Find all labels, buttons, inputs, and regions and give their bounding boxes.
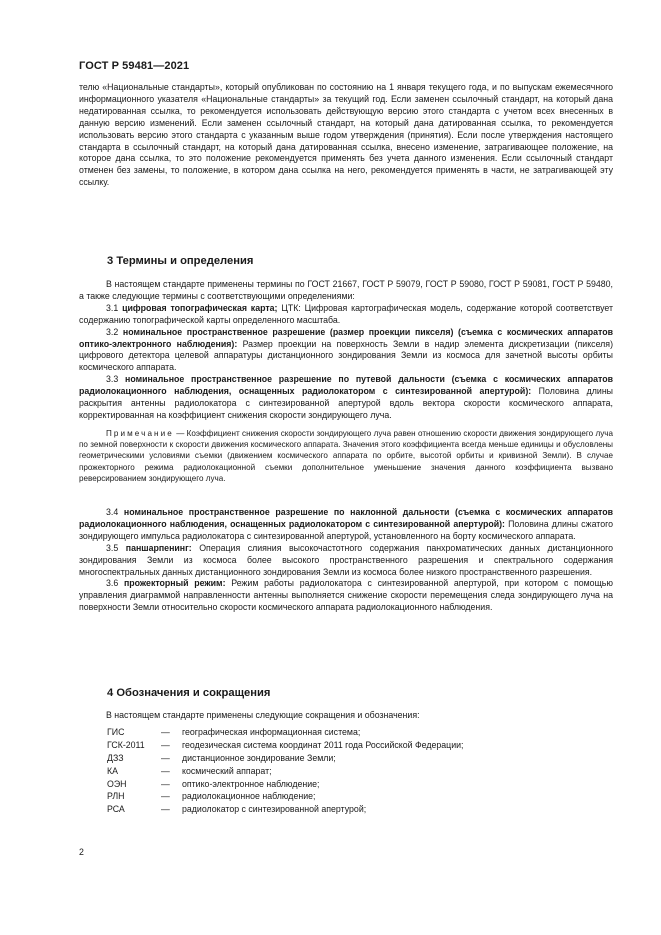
term-definition: Операция слияния высокочастотного содержания панхроматических данных дистанционного зондирования Земли из космоса более высокого пространственного разрешения и спектрального содержания многоспектральных данных дистанционного зондирования Земли из космоса более низкого пространственного разрешения.	[79, 542, 613, 577]
abbreviation-dash: —	[161, 739, 170, 750]
term-3-2	[79, 327, 613, 375]
abbreviation-text: радиолокационное наблюдение;	[182, 791, 316, 802]
term-name: номинальное пространственное разрешение по наклонной дальности (съемка с космических аппаратов радиолокационного наблюдения, оснащенных радиолокатором с синтезированной апертурой):	[79, 507, 614, 529]
term-number: 3.3	[106, 374, 119, 385]
section-3-body-continued	[79, 507, 613, 614]
abbreviation-row	[107, 726, 613, 739]
term-number: 3.5	[106, 542, 119, 553]
abbreviation-dash: —	[161, 727, 170, 737]
note-paragraph	[79, 428, 613, 484]
term-definition: Половина длины раскрытия антенны радиолокатора с синтезированной апертурой вдоль вектора скорости космического аппарата, корректированная на коэффициент снижения скорости зондирующего луча.	[79, 386, 614, 420]
document-code-header: ГОСТ Р 59481—2021	[79, 60, 190, 72]
term-number: 3.1	[106, 302, 119, 313]
abbreviation-code: КА	[107, 765, 118, 776]
note-block	[79, 428, 613, 484]
abbreviation-code: ГСК-2011	[107, 739, 145, 750]
section-4-lead: В настоящем стандарте применены следующие сокращения и обозначения:	[106, 710, 420, 720]
abbreviation-row	[107, 739, 613, 752]
section-4-heading: 4 Обозначения и сокращения	[107, 687, 271, 699]
term-definition: Размер проекции на поверхность Земли в надир элемента дискретизации (пикселя) цифрового детектора целевой аппаратуры дистанционного зондирования Земли из космоса для зачетной высоты орбиты космического аппарата.	[79, 338, 613, 373]
term-3-1	[79, 303, 613, 327]
term-definition: Режим работы радиолокатора с синтезированной апертурой, при котором с помощью управления диаграммой направленности антенны выполняется снижение скорости перемещения следа зондирующего луча на поверхности Земли относительно скорости космического аппарата радиолокационного наблюдения.	[79, 578, 613, 613]
section-3-lead: В настоящем стандарте применены термины по ГОСТ 21667, ГОСТ Р 59079, ГОСТ Р 59080, ГОСТ Р 59081, ГОСТ Р 59480, а также следующие термины с соответствующими определениями:	[79, 279, 613, 301]
abbreviation-row	[107, 790, 613, 803]
abbreviation-text: оптико-электронное наблюдение;	[182, 778, 320, 789]
term-name: паншарпенинг:	[125, 542, 192, 553]
abbreviation-code: ОЭН	[107, 778, 127, 789]
intro-section	[79, 82, 613, 189]
term-3-5	[79, 543, 613, 579]
term-name: номинальное пространственное разрешение (размер проекции пикселя) (съемка с космических аппаратов оптико-электронного наблюдения):	[79, 326, 613, 349]
abbreviation-row	[107, 752, 613, 765]
abbreviation-code: ДЗЗ	[107, 752, 124, 763]
section-3-heading: 3 Термины и определения	[107, 255, 254, 267]
abbreviation-dash: —	[161, 778, 170, 789]
term-number: 3.4	[106, 507, 119, 517]
abbreviation-dash: —	[161, 791, 170, 802]
abbreviation-code: РСА	[107, 804, 125, 815]
abbreviation-text: дистанционное зондирование Земли;	[182, 752, 336, 763]
abbreviation-row	[107, 765, 613, 778]
intro-paragraph: телю «Национальные стандарты», который опубликован по состоянию на 1 января текущего года, и по выпускам ежемесячного информационного указателя «Национальные стандарты» за текущий год. Если заменен ссылочный стандарт, на который дана недатированная ссылка, то рекомендуется использовать действующую версию этого стандарта с учетом всех внесенных в данную версию изменений. Если заменен ссылочный стандарт, на который дана датированная ссылка, то рекомендуется использовать версию этого стандарта с указанным выше годом утверждения (принятия). Если после утверждения настоящего стандарта в ссылочный стандарт, на который дана датированная ссылка, внесено изменение, затрагивающее положение, на которое дана ссылка, то это положение рекомендуется применять без учета данного изменения. Если ссылочный стандарт отменен без замены, то положение, в котором дана ссылка на него, рекомендуется применять в части, не затрагивающей эту ссылку.	[79, 82, 613, 188]
term-3-6	[79, 578, 613, 614]
section-4-lead-block	[79, 710, 613, 722]
section-3-body	[79, 279, 613, 422]
abbreviation-code: РЛН	[107, 791, 125, 802]
term-3-4	[79, 507, 613, 543]
term-definition: Половина длины сжатого зондирующего импульса радиолокатора с синтезированной апертурой, установленного на борту космического аппарата.	[79, 518, 613, 541]
note-text: — Коэффициент снижения скорости зондирующего луча равен отношению скорости движения зондирующего луча по земной поверхности к скорости движения космического аппарата. Значения этого коэффициента всегда меньше единицы и обусловлены геометрическими условиями съемки (движением космического аппарата по орбите, высотой орбиты и кривизной Земли). В случае прожекторного режима радиолокационной съемки дополнительное уменьшение значения данного коэффициента вызвано реверсированием зондирующего луча.	[79, 429, 613, 483]
abbreviation-text: космический аппарат;	[182, 765, 272, 776]
term-name: прожекторный режим:	[123, 578, 226, 589]
abbreviation-text: радиолокатор с синтезированной апертурой;	[182, 804, 367, 815]
page-number: 2	[79, 847, 84, 857]
note-label: Примечание	[106, 429, 174, 438]
abbreviation-code: ГИС	[107, 727, 125, 737]
term-definition: ЦТК: Цифровая картографическая модель, содержание которой соответствует содержанию топографической карты определенного масштаба.	[79, 302, 614, 325]
abbreviation-text: геодезическая система координат 2011 года Российской Федерации;	[182, 739, 464, 750]
term-3-3	[79, 374, 613, 422]
term-number: 3.6	[106, 578, 119, 589]
abbreviation-dash: —	[161, 804, 170, 815]
term-name: номинальное пространственное разрешение по путевой дальности (съемка с космических аппаратов радиолокационного наблюдения, оснащенных радиолокатором с синтезированной апертурой):	[79, 374, 613, 397]
term-number: 3.2	[106, 326, 119, 337]
abbreviation-row	[107, 803, 613, 816]
abbreviation-list	[107, 726, 613, 816]
term-name: цифровая топографическая карта;	[122, 302, 278, 313]
abbreviation-row	[107, 778, 613, 791]
abbreviation-text: географическая информационная система;	[182, 727, 361, 737]
abbreviation-dash: —	[161, 752, 170, 763]
abbreviation-dash: —	[161, 765, 170, 776]
